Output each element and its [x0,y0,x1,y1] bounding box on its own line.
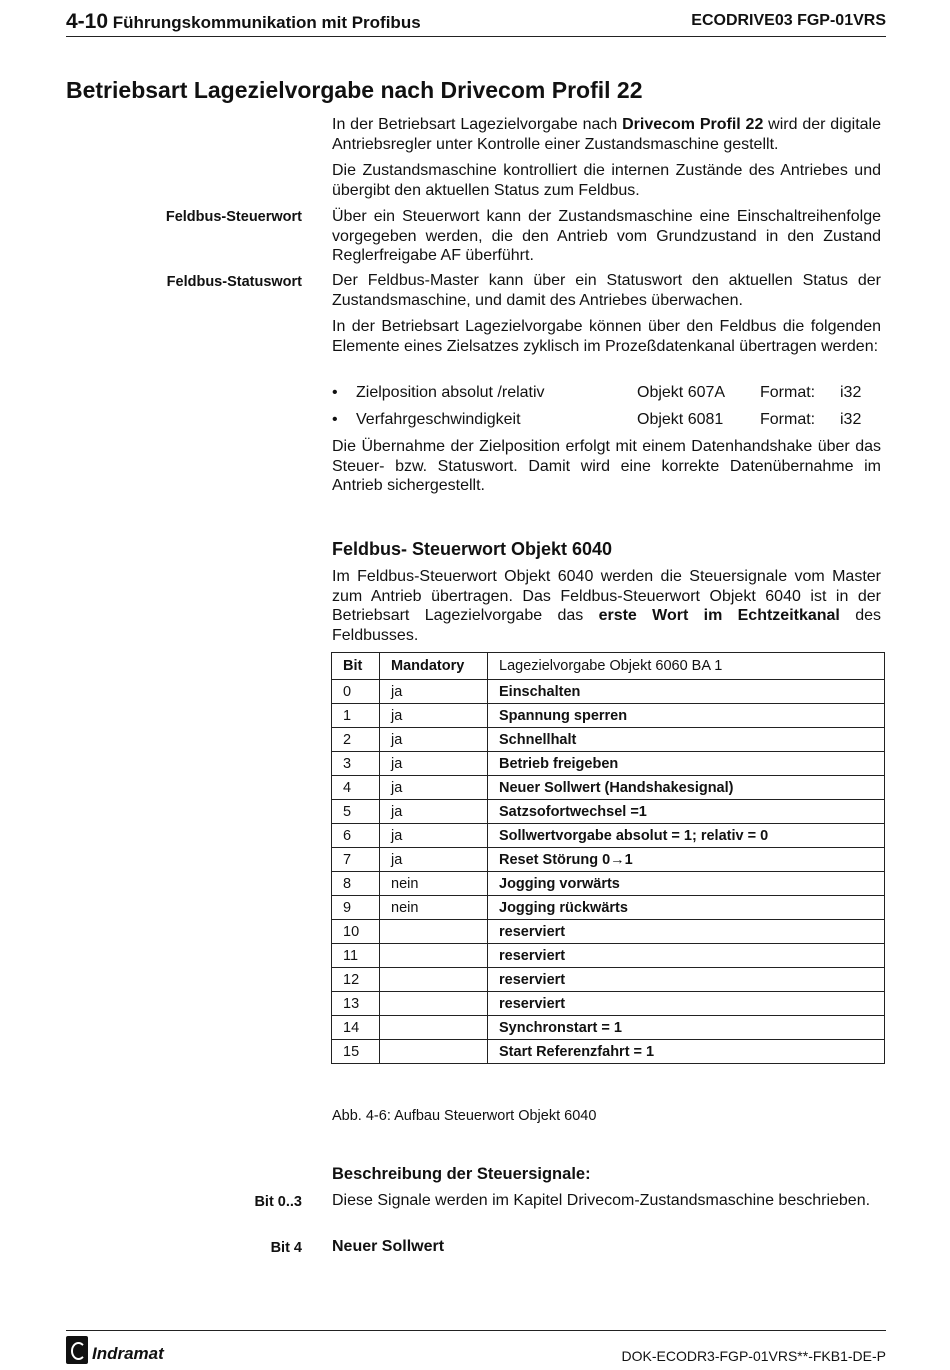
bit4-title: Neuer Sollwert [332,1238,445,1255]
description-title: Beschreibung der Steuersignale: [332,1165,591,1183]
table-cell-desc: Spannung sperren [488,704,885,728]
section-paragraph: Im Feldbus-Steuerwort Objekt 6040 werden die Steuersignale vom Master zum Antrieb übertragen. Das Feldbus-Steuerwort Objekt 6040 ist in der Betriebsart Lagezielvorgabe das erste Wort im Echtzeitkanal des Feldbusses. [332,568,882,644]
steuerwort-paragraph: Über ein Steuerwort kann der Zustandsmaschine eine Einschaltreihenfolge vorgegeben werden, die den Antrieb vom Grundzustand in den Zustand Reglerfreigabe AF überführt. [332,208,881,264]
header-left [66,10,421,34]
bit03-paragraph: Diese Signale werden im Kapitel Drivecom-Zustandsmaschine beschrieben. [332,1192,871,1209]
table-cell-desc: Synchronstart = 1 [488,1016,885,1040]
chapter-title: Führungskommunikation mit Profibus [112,13,421,32]
product-name: ECODRIVE03 FGP-01VRS [691,12,886,29]
section-title: Feldbus- Steuerwort Objekt 6040 [332,539,613,559]
table-row [332,920,885,944]
table-cell-bit: 15 [332,1040,380,1064]
table-cell-bit: 14 [332,1016,380,1040]
table-cell-desc: Sollwertvorgabe absolut = 1; relativ = 0 [488,824,885,848]
table-cell-desc: Jogging rückwärts [488,896,885,920]
footer-divider [66,1330,886,1331]
table-row [332,968,885,992]
table-cell-mandatory: ja [380,680,488,704]
table-cell-mandatory [380,1016,488,1040]
table-row [332,776,885,800]
table-cell-mandatory [380,944,488,968]
table-cell-mandatory [380,992,488,1016]
table-cell-mandatory: ja [380,704,488,728]
side-note-bit03: Bit 0..3 [254,1194,302,1210]
table-row [332,992,885,1016]
table-cell-desc: Reset Störung 0→1 [488,848,885,872]
table-cell-desc: reserviert [488,968,885,992]
list-item: • Verfahrgeschwindigkeit Objekt 6081 Format: i32 [332,411,862,428]
intro-paragraph-1: In der Betriebsart Lagezielvorgabe nach Drivecom Profil 22 wird der digitale Antriebsregler unter Kontrolle einer Zustandsmaschine gestellt. [332,116,882,153]
table-cell-desc: Start Referenzfahrt = 1 [488,1040,885,1064]
table-row [332,704,885,728]
table-row [332,848,885,872]
table-cell-mandatory [380,920,488,944]
table-cell-bit: 11 [332,944,380,968]
table-cell-bit: 4 [332,776,380,800]
table-cell-bit: 6 [332,824,380,848]
table-cell-desc: Neuer Sollwert (Handshakesignal) [488,776,885,800]
page-title: Betriebsart Lagezielvorgabe nach Drivecom Profil 22 [66,77,643,103]
table-cell-bit: 3 [332,752,380,776]
table-row [332,824,885,848]
table-cell-mandatory [380,1040,488,1064]
table-cell-desc: Einschalten [488,680,885,704]
table-cell-bit: 12 [332,968,380,992]
column-header: Lagezielvorgabe Objekt 6060 BA 1 [488,653,885,680]
table-cell-mandatory: ja [380,848,488,872]
table-cell-bit: 10 [332,920,380,944]
table-cell-bit: 9 [332,896,380,920]
table-cell-mandatory: ja [380,776,488,800]
table-row [332,944,885,968]
table-cell-bit: 8 [332,872,380,896]
page-header [66,8,886,37]
table-cell-bit: 7 [332,848,380,872]
column-header: Mandatory [380,653,488,680]
table-row [332,680,885,704]
table-row [332,752,885,776]
logo-text: Indramat [92,1344,164,1363]
statuswort-paragraph: Der Feldbus-Master kann über ein Statuswort den aktuellen Status der Zustandsmaschine, und damit des Antriebes überwachen. [332,272,881,309]
intro-paragraph-2: Die Zustandsmaschine kontrolliert die internen Zustände des Antriebes und übergibt den aktuellen Status zum Feldbus. [332,162,881,199]
table-cell-desc: reserviert [488,992,885,1016]
table-row [332,800,885,824]
table-cell-mandatory [380,968,488,992]
side-note-bit4: Bit 4 [270,1240,302,1256]
table-row [332,1016,885,1040]
elements-paragraph: In der Betriebsart Lagezielvorgabe können über den Feldbus die folgenden Elemente eines Zielsatzes zyklisch im Prozeßdatenkanal übertragen werden: [332,318,881,355]
table-row [332,872,885,896]
table-cell-mandatory: ja [380,752,488,776]
table-cell-desc: Jogging vorwärts [488,872,885,896]
table-cell-bit: 0 [332,680,380,704]
table-cell-mandatory: nein [380,896,488,920]
document-id: DOK-ECODR3-FGP-01VRS**-FKB1-DE-P [621,1348,886,1364]
table-cell-desc: Satzsofortwechsel =1 [488,800,885,824]
table-row [332,896,885,920]
figure-caption: Abb. 4-6: Aufbau Steuerwort Objekt 6040 [332,1108,597,1124]
table-row [332,1040,885,1064]
table-cell-bit: 2 [332,728,380,752]
table-header-row [332,653,885,680]
table-cell-desc: Betrieb freigeben [488,752,885,776]
steuerwort-table [331,652,885,1064]
logo-icon [66,1336,88,1364]
side-note-steuerwort: Feldbus-Steuerwort [165,209,302,225]
table-cell-mandatory: nein [380,872,488,896]
table-cell-desc: Schnellhalt [488,728,885,752]
table-cell-mandatory: ja [380,824,488,848]
table-cell-bit: 5 [332,800,380,824]
list-item: • Zielposition absolut /relativ Objekt 607A Format: i32 [332,384,862,401]
table-cell-mandatory: ja [380,728,488,752]
table-cell-desc: reserviert [488,944,885,968]
table-cell-desc: reserviert [488,920,885,944]
page-number: 4-10 [66,10,109,33]
table-cell-bit: 13 [332,992,380,1016]
column-header: Bit [332,653,380,680]
handshake-paragraph: Die Übernahme der Zielposition erfolgt mit einem Datenhandshake über das Steuer- bzw. Statuswort. Damit wird eine korrekte Datenübernahme im Antrieb sichergestellt. [332,438,881,494]
side-note-statuswort: Feldbus-Statuswort [166,274,302,290]
indramat-logo [66,1334,186,1366]
table-row [332,728,885,752]
table-cell-mandatory: ja [380,800,488,824]
table-cell-bit: 1 [332,704,380,728]
